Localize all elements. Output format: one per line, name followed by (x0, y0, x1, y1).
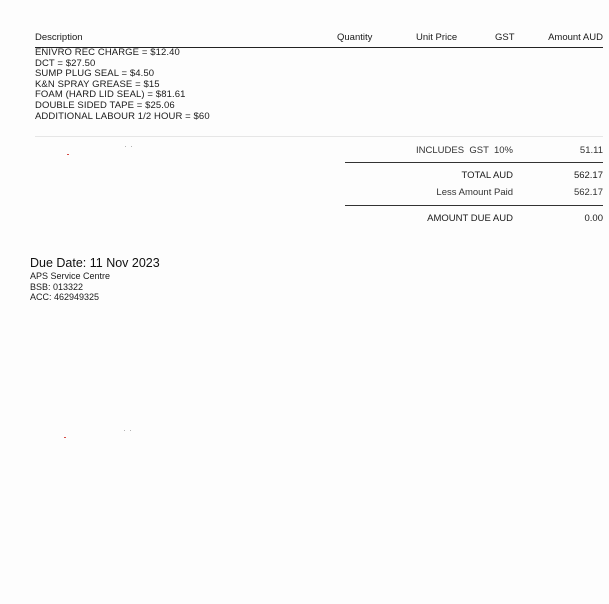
amount-due-label: AMOUNT DUE AUD (427, 213, 513, 224)
gst-label: INCLUDES GST 10% (416, 145, 513, 156)
totals-divider (345, 162, 603, 163)
column-header-gst: GST (495, 32, 515, 43)
total-label: TOTAL AUD (461, 170, 513, 181)
scan-speck (124, 430, 125, 431)
table-header (35, 32, 603, 46)
amount-paid-label: Less Amount Paid (436, 187, 513, 198)
line-item: DOUBLE SIDED TAPE = $25.06 (35, 99, 175, 111)
items-divider (35, 136, 603, 137)
scan-speck (130, 430, 131, 431)
amount-due-divider (345, 205, 603, 206)
line-items-list (35, 48, 335, 122)
amount-due-row (345, 213, 603, 226)
column-header-amount: Amount AUD (548, 32, 603, 43)
payment-details (30, 256, 160, 303)
total-value: 562.17 (573, 170, 603, 181)
column-header-unit-price: Unit Price (416, 32, 458, 43)
column-header-description: Description (35, 32, 83, 43)
account-number: ACC: 462949325 (30, 292, 100, 302)
gst-row (345, 145, 603, 158)
payee-name: APS Service Centre (30, 271, 111, 281)
bsb-number: BSB: 013322 (30, 281, 84, 292)
scan-speck (131, 146, 132, 147)
scan-speck (64, 437, 66, 438)
amount-paid-value: 562.17 (573, 187, 603, 198)
column-header-quantity: Quantity (337, 32, 373, 43)
scan-speck (125, 146, 126, 147)
scan-speck (67, 154, 69, 155)
line-item: SUMP PLUG SEAL = $4.50 (35, 68, 155, 80)
line-item: ENIVRO REC CHARGE = $12.40 (35, 47, 180, 58)
line-item: DCT = $27.50 (35, 57, 96, 69)
line-item: ADDITIONAL LABOUR 1/2 HOUR = $60 (35, 110, 210, 122)
amount-paid-row (345, 187, 603, 200)
line-item: K&N SPRAY GREASE = $15 (35, 78, 160, 90)
due-date: Due Date: 11 Nov 2023 (30, 256, 160, 270)
gst-value: 51.11 (579, 145, 603, 156)
line-item: FOAM (HARD LID SEAL) = $81.61 (35, 89, 186, 101)
amount-due-value: 0.00 (584, 213, 603, 224)
total-row (345, 170, 603, 183)
